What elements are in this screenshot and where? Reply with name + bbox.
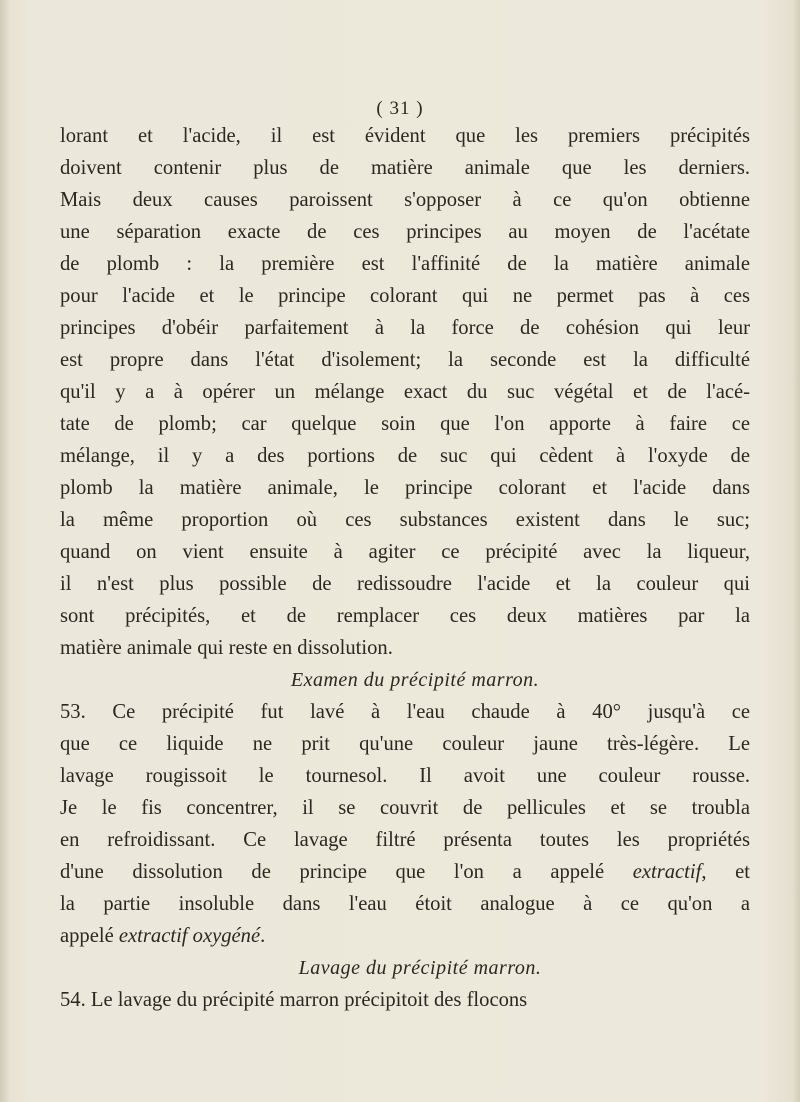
- text-line: pour l'acide et le principe colorant qui ne permet pas à ces: [60, 285, 750, 307]
- text-line: que ce liquide ne prit qu'une couleur jaune très-légère. Le: [60, 733, 750, 755]
- section-heading-lavage: Lavage du précipité marron.: [298, 957, 542, 979]
- text-line: Mais deux causes paroissent s'opposer à ce qu'on obtienne: [60, 189, 750, 211]
- italic-term: extractif: [632, 861, 702, 883]
- paragraph-1: [60, 120, 750, 664]
- text-line: [60, 856, 750, 888]
- text-line: quand on vient ensuite à agiter ce précipité avec la liqueur,: [60, 541, 750, 563]
- text-line: matière animale qui reste en dissolution.: [60, 637, 393, 659]
- text-line: est propre dans l'état d'isolement; la seconde est la difficulté: [60, 349, 750, 371]
- text-run: appelé: [60, 925, 119, 947]
- text-line: il n'est plus possible de redissoudre l'acide et la couleur qui: [60, 573, 750, 595]
- italic-term: extractif oxygéné: [118, 925, 261, 947]
- text-line: doivent contenir plus de matière animale que les derniers.: [60, 157, 750, 179]
- text-line: tate de plomb; car quelque soin que l'on apporte à faire ce: [60, 413, 750, 435]
- paragraph-3: [60, 984, 750, 1016]
- text-line: en refroidissant. Ce lavage filtré présenta toutes les propriétés: [60, 829, 750, 851]
- text-line: sont précipités, et de remplacer ces deux matières par la: [60, 605, 750, 627]
- text-line: [60, 920, 750, 952]
- text-line: de plomb : la première est l'affinité de la matière animale: [60, 253, 750, 275]
- paragraph-2: [60, 696, 750, 952]
- text-run: .: [260, 925, 266, 947]
- text-line: lorant et l'acide, il est évident que les premiers précipités: [60, 125, 750, 147]
- text-line: une séparation exacte de ces principes au moyen de l'acétate: [60, 221, 750, 243]
- text-line: 54. Le lavage du précipité marron précipitoit des flocons: [60, 989, 528, 1011]
- text-run: d'une dissolution de principe que l'on a appelé: [60, 861, 633, 883]
- text-line: lavage rougissoit le tournesol. Il avoit une couleur rousse.: [60, 765, 750, 787]
- text-line: la partie insoluble dans l'eau étoit analogue à ce qu'on a: [60, 893, 750, 915]
- text-line: plomb la matière animale, le principe colorant et l'acide dans: [60, 477, 750, 499]
- section-heading-examen: Examen du précipité marron.: [290, 669, 540, 691]
- text-line: principes d'obéir parfaitement à la force de cohésion qui leur: [60, 317, 750, 339]
- text-block: [60, 120, 750, 1016]
- text-line: mélange, il y a des portions de suc qui cèdent à l'oxyde de: [60, 445, 750, 467]
- text-line: Je le fis concentrer, il se couvrit de pellicules et se troubla: [60, 797, 750, 819]
- text-run: , et: [701, 861, 750, 883]
- page-number: ( 31 ): [376, 98, 424, 119]
- text-line: qu'il y a à opérer un mélange exact du suc végétal et de l'acé-: [60, 381, 750, 403]
- page-right-edge: [792, 0, 800, 1102]
- page-left-edge: [0, 0, 10, 1102]
- text-line: la même proportion où ces substances existent dans le suc;: [60, 509, 750, 531]
- text-line: 53. Ce précipité fut lavé à l'eau chaude à 40° jusqu'à ce: [60, 701, 750, 723]
